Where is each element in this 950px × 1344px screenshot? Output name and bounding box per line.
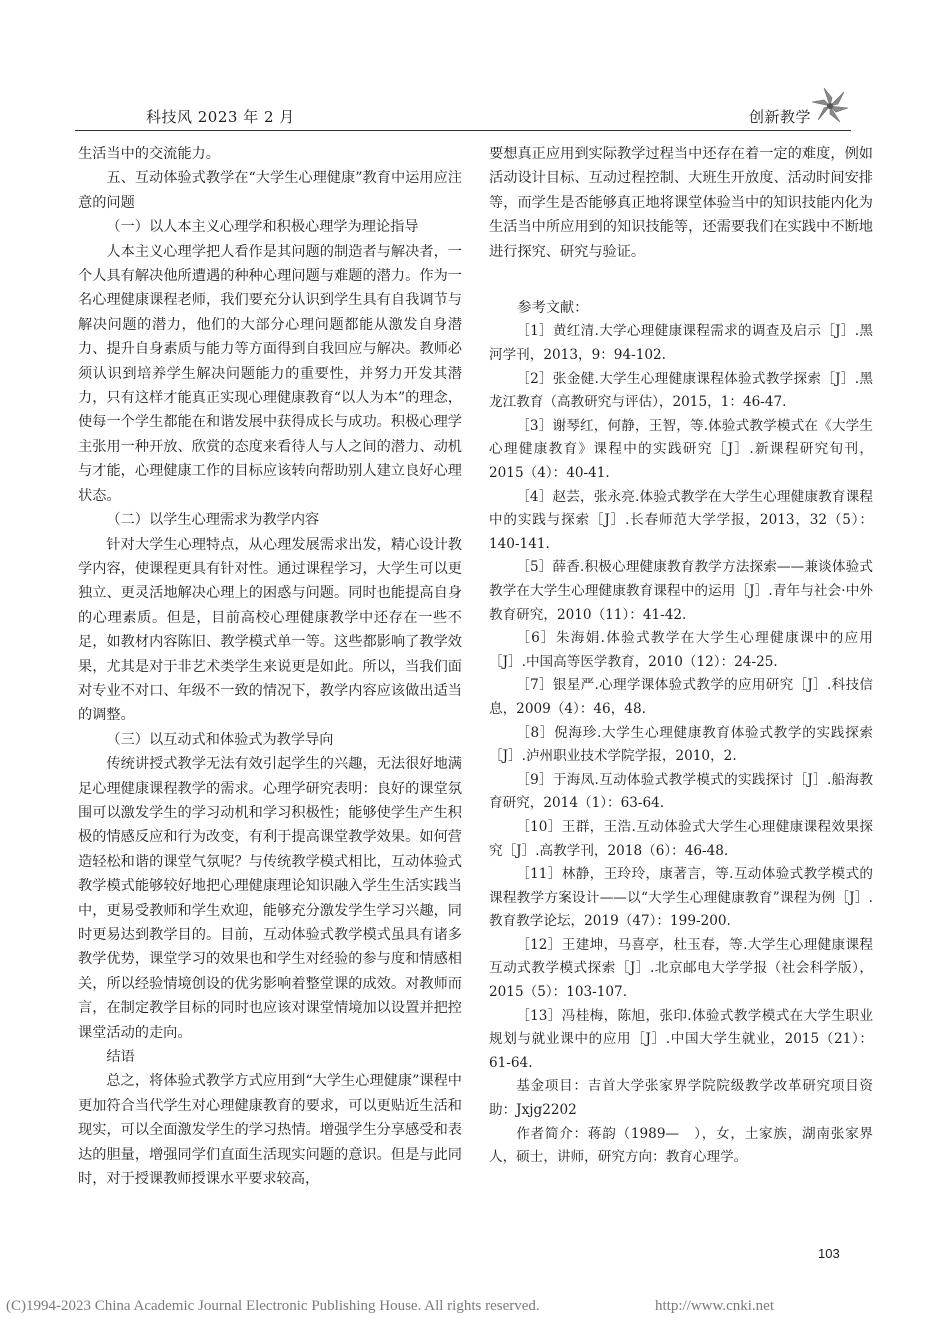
reference-item: ［6］朱海娟.体验式教学在大学生心理健康课中的应用［J］.中国高等医学教育，2010（12）：24-25. — [489, 630, 873, 670]
reference-item: ［13］冯桂梅，陈旭，张印.体验式教学模式在大学生职业规划与就业课中的应用［J］.中国大学生就业，2015（21）：61-64. — [489, 1007, 873, 1071]
paragraph: 要想真正应用到实际教学过程当中还存在着一定的难度，例如活动设计目标、互动过程控制、大班生开放度、活动时间安排等，而学生是否能够真正地将课堂体验当中的知识技能内化为生活当中所应用到的知识技能等，还需要我们在实践中不断地进行探究、研究与验证。 — [489, 146, 873, 260]
reference-item: ［1］黄红清.大学心理健康课程需求的调查及启示［J］.黑河学刊，2013，9：94-102. — [489, 323, 873, 364]
paragraph: 生活当中的交流能力。 — [78, 146, 220, 162]
subsection-heading: （三）以互动式和体验式为教学导向 — [106, 731, 334, 748]
paragraph: 针对大学生心理特点，从心理发展需求出发，精心设计教学内容，使课程更具有针对性。通过课程学习，大学生可以更独立、更灵活地解决心理上的困惑与问题。同时也能提高自身的心理素质。但是，目前高校心理健康教学中还存在一些不足，如教材内容陈旧、教学模式单一等。这些都影响了教学效果，尤其是对于非艺术类学生来说更是如此。所以，当我们面对专业不对口、年级不一致的情况下，教学内容应该做出适当的调整。 — [78, 536, 462, 724]
paragraph: 人本主义心理学把人看作是其问题的制造者与解决者，一个人具有解决他所遭遇的种种心理问题与难题的潜力。作为一名心理健康课程老师，我们要充分认识到学生具有自我调节与解决问题的潜力，他们的大部分心理问题都能从激发自身潜力、提升自身素质与能力等方面得到自我回应与解决。教师必须认识到培养学生解决问题能力的重要性，并努力开发其潜力，只有这样才能真正实现心理健康教育“以人为本”的理念，使每一个学生都能在和谐发展中获得成长与成功。积极心理学主张用一种开放、欣赏的态度来看待人与人之间的潜力、动机与才能，心理健康工作的目标应该转向帮助别人建立良好心理状态。 — [78, 243, 462, 504]
copyright-footer: (C)1994-2023 China Academic Journal Electronic Publishing House. All rights reserved. — [6, 1298, 540, 1314]
reference-item: ［10］王群，王浩.互动体验式大学生心理健康课程效果探究［J］.高教学刊，2018（6）：46-48. — [489, 818, 873, 859]
footer-url: http://www.cnki.net — [655, 1298, 775, 1314]
right-column — [489, 142, 873, 1170]
paragraph: 传统讲授式教学无法有效引起学生的兴趣，无法很好地满足心理健康课程教学的需求。心理学研究表明：良好的课堂氛围可以激发学生的学习动机和学习积极性；能够使学生产生积极的情感反应和行为改变，有利于提高课堂教学效果。如何营造轻松和谐的课堂气氛呢？与传统教学模式相比，互动体验式教学模式能够较好地把心理健康理论知识融入学生生活实践当中，更易受教师和学生欢迎，能够充分激发学生学习兴趣，同时更易达到教学目的。目前，互动体验式教学模式虽具有诸多教学优势，课堂学习的效果也和学生对经验的参与度和情感相关，所以经验情境创设的优劣影响着整堂课的成效。对教师而言，在制定教学目标的同时也应该对课堂情境加以设置并把控课堂活动的走向。 — [78, 756, 462, 1041]
reference-item: ［7］银星严.心理学课体验式教学的应用研究［J］.科技信息，2009（4）：46，48. — [489, 677, 873, 717]
journal-logo-icon — [810, 86, 850, 126]
section-title: 创新教学 — [749, 108, 812, 126]
conclusion-heading: 结语 — [106, 1049, 135, 1066]
reference-item: ［12］王建坤，马喜亭，杜玉春，等.大学生心理健康课程互动式教学模式探索［J］.北京邮电大学学报（社会科学版），2015（5）：103-107. — [489, 936, 873, 1001]
left-column — [78, 142, 462, 1191]
reference-item: ［5］薛香.积极心理健康教育教学方法探索——兼谈体验式教学在大学生心理健康教育课程中的运用［J］.青年与社会·中外教育研究，2010（11）：41-42. — [489, 559, 873, 623]
paragraph: 总之，将体验式教学方式应用到“大学生心理健康”课程中更加符合当代学生对心理健康教育的要求，可以更贴近生活和现实，可以全面激发学生的学习热情。增强学生分享感受和表达的胆量，增强同学们直面生活现实问题的意识。但是与此同时，对于授课教师授课水平要求较高， — [78, 1073, 462, 1188]
reference-item: ［4］赵芸，张永亮.体验式教学在大学生心理健康教育课程中的实践与探索［J］.长春师范大学学报，2013，32（5）：140-141. — [489, 488, 873, 552]
journal-issue: 科技风 2023 年 2 月 — [146, 108, 295, 126]
subsection-heading: （一）以人本主义心理学和积极心理学为理论指导 — [106, 219, 419, 236]
funding-note: 基金项目：吉首大学张家界学院院级教学改革研究项目资助：Jxjg2202 — [489, 1078, 873, 1119]
section-heading: 五、互动体验式教学在“大学生心理健康”教育中运用应注意的问题 — [78, 170, 462, 211]
reference-item: ［11］林静，王玲玲，康著言，等.互动体验式教学模式的课程教学方案设计——以“大学生心理健康教育”课程为例［J］.教育教学论坛，2019（47）：199-200. — [489, 866, 873, 930]
author-bio: 作者简介：蒋韵（1989— ），女，土家族，湖南张家界人，硕士，讲师，研究方向：教育心理学。 — [489, 1125, 873, 1166]
reference-item: ［9］于海凤.互动体验式教学模式的实践探讨［J］.船海教育研究，2014（1）：63-64. — [489, 771, 873, 812]
subsection-heading: （二）以学生心理需求为教学内容 — [106, 512, 320, 529]
reference-item: ［8］倪海珍.大学生心理健康教育体验式教学的实践探索［J］.泸州职业技术学院学报，2010，2. — [489, 724, 873, 765]
reference-item: ［2］张金健.大学生心理健康课程体验式教学探索［J］.黑龙江教育（高教研究与评估），2015，1：46-47. — [489, 370, 873, 411]
header-rule — [75, 130, 851, 131]
reference-list — [489, 320, 873, 1075]
references-title: 参考文献： — [517, 300, 589, 317]
reference-item: ［3］谢琴红，何静，王智，等.体验式教学模式在《大学生心理健康教育》课程中的实践研究［J］.新课程研究旬刊，2015（4）：40-41. — [489, 417, 873, 481]
page-number: 103 — [818, 1246, 840, 1261]
